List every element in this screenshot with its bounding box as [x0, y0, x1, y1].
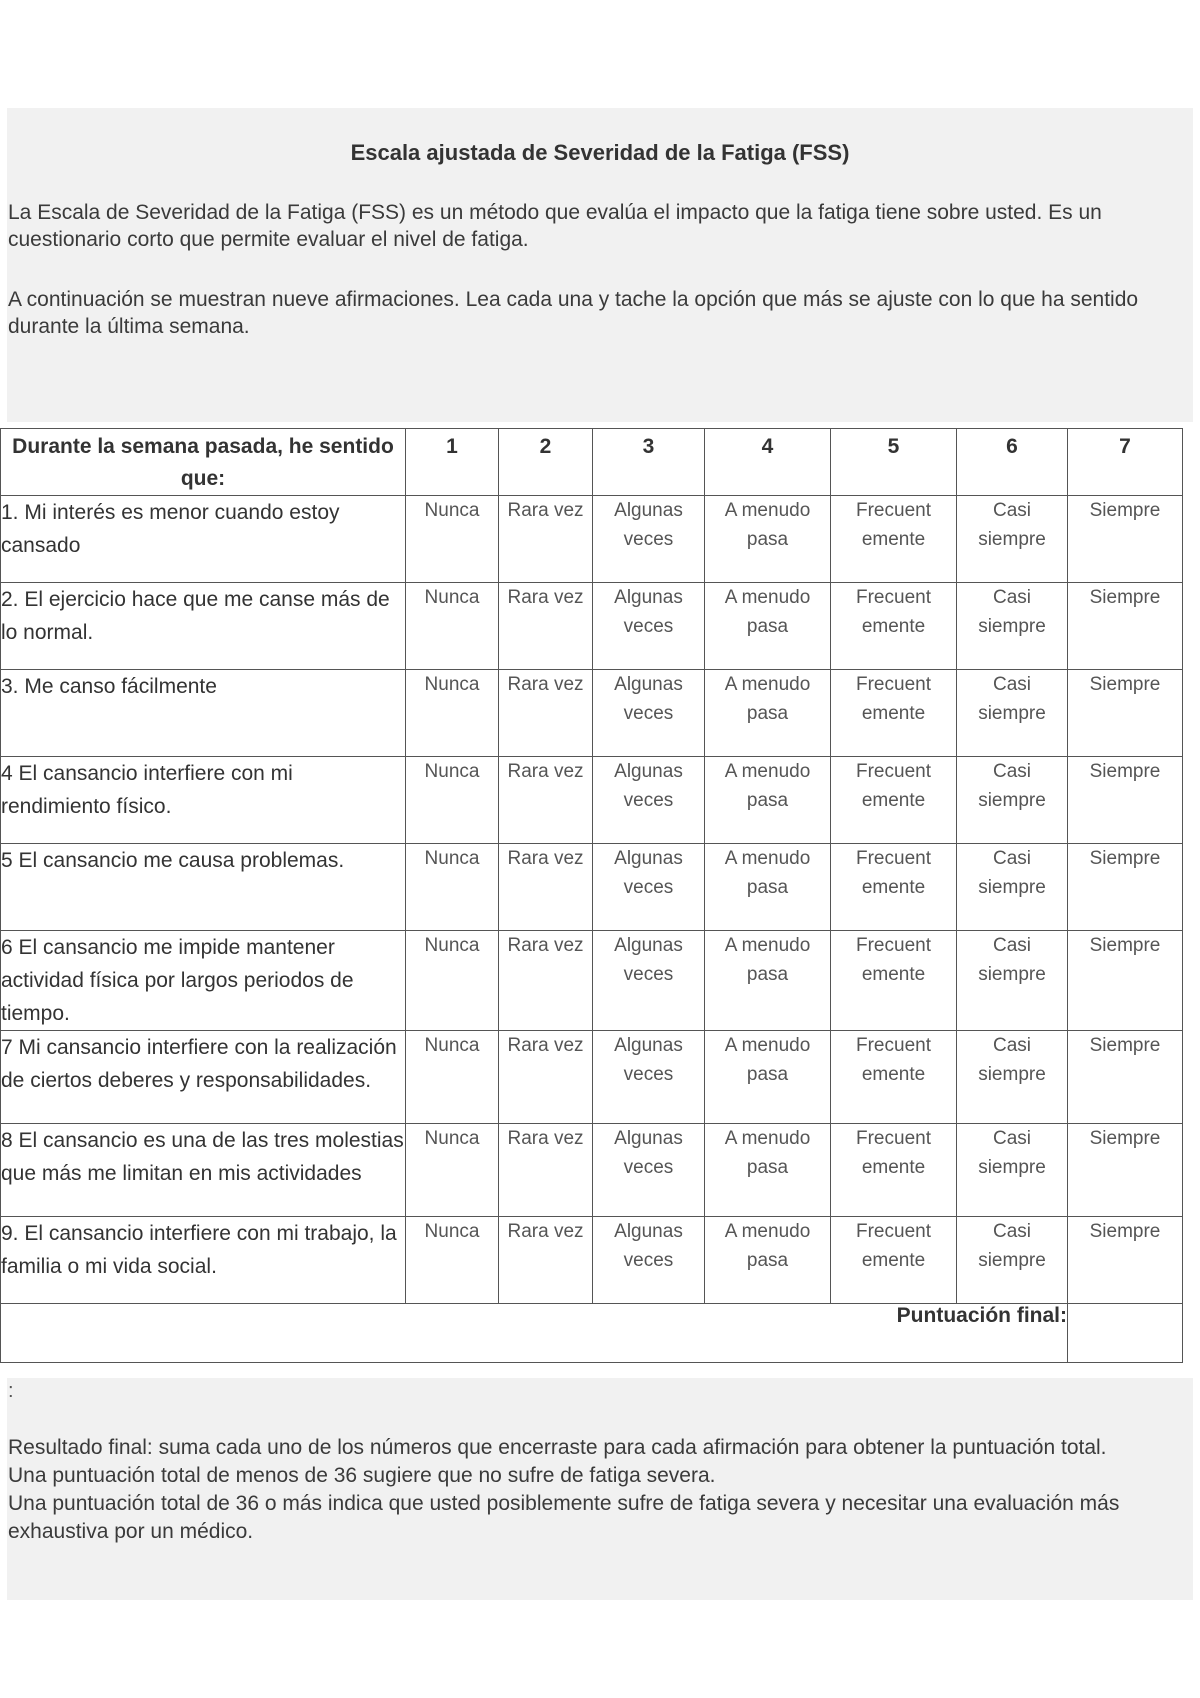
option-rara-vez[interactable]: Rara vez — [499, 1031, 593, 1124]
option-algunas-veces[interactable]: Algunas veces — [593, 757, 705, 844]
option-algunas-veces[interactable]: Algunas veces — [593, 844, 705, 931]
option-casi-siempre[interactable]: Casi siempre — [957, 1031, 1068, 1124]
statement-text: 8 El cansancio es una de las tres molestias que más me limitan en mis actividades — [1, 1124, 406, 1217]
statement-text: 9. El cansancio interfiere con mi trabajo, la familia o mi vida social. — [1, 1217, 406, 1304]
option-rara-vez[interactable]: Rara vez — [499, 844, 593, 931]
option-frecuentemente[interactable]: Frecuent emente — [831, 1124, 957, 1217]
option-casi-siempre[interactable]: Casi siempre — [957, 670, 1068, 757]
option-nunca[interactable]: Nunca — [406, 583, 499, 670]
option-frecuentemente[interactable]: Frecuent emente — [831, 931, 957, 1031]
option-siempre[interactable]: Siempre — [1068, 1031, 1183, 1124]
option-algunas-veces[interactable]: Algunas veces — [593, 496, 705, 583]
statement-column-header: Durante la semana pasada, he sentido que: — [1, 429, 406, 496]
result-sum-instruction: Resultado final: suma cada uno de los números que encerraste para cada afirmación para obtener la puntuación total. — [8, 1436, 1107, 1459]
option-frecuentemente[interactable]: Frecuent emente — [831, 496, 957, 583]
statement-row-7 — [1, 1031, 1183, 1124]
column-header-5: 5 — [831, 429, 957, 496]
intro-paragraph: La Escala de Severidad de la Fatiga (FSS) es un método que evalúa el impacto que la fatiga tiene sobre usted. Es un cuestionario corto que permite evaluar el nivel de fatiga. — [8, 201, 1102, 251]
option-frecuentemente[interactable]: Frecuent emente — [831, 1217, 957, 1304]
option-casi-siempre[interactable]: Casi siempre — [957, 496, 1068, 583]
option-algunas-veces[interactable]: Algunas veces — [593, 1217, 705, 1304]
option-frecuentemente[interactable]: Frecuent emente — [831, 670, 957, 757]
option-a-menudo-pasa[interactable]: A menudo pasa — [705, 583, 831, 670]
statement-text: 4 El cansancio interfiere con mi rendimiento físico. — [1, 757, 406, 844]
instructions-paragraph: A continuación se muestran nueve afirmaciones. Lea cada una y tache la opción que más se ajuste con lo que ha sentido durante la última semana. — [8, 288, 1139, 338]
option-a-menudo-pasa[interactable]: A menudo pasa — [705, 496, 831, 583]
option-algunas-veces[interactable]: Algunas veces — [593, 931, 705, 1031]
total-score-row — [1, 1304, 1183, 1363]
option-nunca[interactable]: Nunca — [406, 844, 499, 931]
option-a-menudo-pasa[interactable]: A menudo pasa — [705, 670, 831, 757]
option-nunca[interactable]: Nunca — [406, 1124, 499, 1217]
column-header-7: 7 — [1068, 429, 1183, 496]
option-a-menudo-pasa[interactable]: A menudo pasa — [705, 757, 831, 844]
table-header-row — [1, 429, 1183, 496]
option-nunca[interactable]: Nunca — [406, 1031, 499, 1124]
option-frecuentemente[interactable]: Frecuent emente — [831, 1031, 957, 1124]
option-rara-vez[interactable]: Rara vez — [499, 670, 593, 757]
statement-row-5 — [1, 844, 1183, 931]
option-algunas-veces[interactable]: Algunas veces — [593, 1124, 705, 1217]
document-title: Escala ajustada de Severidad de la Fatiga (FSS) — [350, 140, 850, 165]
statement-text: 3. Me canso fácilmente — [1, 670, 406, 757]
option-casi-siempre[interactable]: Casi siempre — [957, 583, 1068, 670]
column-header-3: 3 — [593, 429, 705, 496]
option-rara-vez[interactable]: Rara vez — [499, 931, 593, 1031]
option-siempre[interactable]: Siempre — [1068, 583, 1183, 670]
statement-row-6 — [1, 931, 1183, 1031]
column-header-6: 6 — [957, 429, 1068, 496]
option-casi-siempre[interactable]: Casi siempre — [957, 931, 1068, 1031]
statement-row-9 — [1, 1217, 1183, 1304]
option-casi-siempre[interactable]: Casi siempre — [957, 1124, 1068, 1217]
option-a-menudo-pasa[interactable]: A menudo pasa — [705, 1217, 831, 1304]
option-rara-vez[interactable]: Rara vez — [499, 1217, 593, 1304]
option-casi-siempre[interactable]: Casi siempre — [957, 844, 1068, 931]
option-nunca[interactable]: Nunca — [406, 670, 499, 757]
column-header-1: 1 — [406, 429, 499, 496]
fatigue-scale-table — [0, 428, 1183, 1363]
stray-colon: : — [8, 1380, 14, 1402]
option-a-menudo-pasa[interactable]: A menudo pasa — [705, 1124, 831, 1217]
option-siempre[interactable]: Siempre — [1068, 1124, 1183, 1217]
statement-text: 1. Mi interés es menor cuando estoy cansado — [1, 496, 406, 583]
statement-row-3 — [1, 670, 1183, 757]
option-siempre[interactable]: Siempre — [1068, 844, 1183, 931]
option-siempre[interactable]: Siempre — [1068, 670, 1183, 757]
option-siempre[interactable]: Siempre — [1068, 1217, 1183, 1304]
option-nunca[interactable]: Nunca — [406, 931, 499, 1031]
statement-row-4 — [1, 757, 1183, 844]
option-a-menudo-pasa[interactable]: A menudo pasa — [705, 1031, 831, 1124]
statement-row-2 — [1, 583, 1183, 670]
result-instructions — [8, 1434, 1183, 1546]
option-rara-vez[interactable]: Rara vez — [499, 1124, 593, 1217]
statement-row-8 — [1, 1124, 1183, 1217]
option-nunca[interactable]: Nunca — [406, 757, 499, 844]
option-nunca[interactable]: Nunca — [406, 1217, 499, 1304]
option-algunas-veces[interactable]: Algunas veces — [593, 583, 705, 670]
option-rara-vez[interactable]: Rara vez — [499, 496, 593, 583]
option-casi-siempre[interactable]: Casi siempre — [957, 757, 1068, 844]
option-a-menudo-pasa[interactable]: A menudo pasa — [705, 931, 831, 1031]
option-nunca[interactable]: Nunca — [406, 496, 499, 583]
option-frecuentemente[interactable]: Frecuent emente — [831, 757, 957, 844]
result-below-36: Una puntuación total de menos de 36 sugiere que no sufre de fatiga severa. — [8, 1464, 716, 1487]
statement-text: 6 El cansancio me impide mantener actividad física por largos periodos de tiempo. — [1, 931, 406, 1031]
statement-text: 7 Mi cansancio interfiere con la realización de ciertos deberes y responsabilidades. — [1, 1031, 406, 1124]
statement-text: 2. El ejercicio hace que me canse más de lo normal. — [1, 583, 406, 670]
option-rara-vez[interactable]: Rara vez — [499, 583, 593, 670]
total-score-field[interactable] — [1068, 1304, 1183, 1363]
option-rara-vez[interactable]: Rara vez — [499, 757, 593, 844]
option-casi-siempre[interactable]: Casi siempre — [957, 1217, 1068, 1304]
result-36-or-more: Una puntuación total de 36 o más indica que usted posiblemente sufre de fatiga severa y necesitar una evaluación más exhaustiva por un médico. — [8, 1492, 1120, 1543]
column-header-2: 2 — [499, 429, 593, 496]
option-frecuentemente[interactable]: Frecuent emente — [831, 844, 957, 931]
option-a-menudo-pasa[interactable]: A menudo pasa — [705, 844, 831, 931]
option-siempre[interactable]: Siempre — [1068, 931, 1183, 1031]
statement-text: 5 El cansancio me causa problemas. — [1, 844, 406, 931]
column-header-4: 4 — [705, 429, 831, 496]
option-siempre[interactable]: Siempre — [1068, 496, 1183, 583]
statement-row-1 — [1, 496, 1183, 583]
option-algunas-veces[interactable]: Algunas veces — [593, 670, 705, 757]
option-frecuentemente[interactable]: Frecuent emente — [831, 583, 957, 670]
option-algunas-veces[interactable]: Algunas veces — [593, 1031, 705, 1124]
total-score-label: Puntuación final: — [1, 1304, 1068, 1363]
option-siempre[interactable]: Siempre — [1068, 757, 1183, 844]
